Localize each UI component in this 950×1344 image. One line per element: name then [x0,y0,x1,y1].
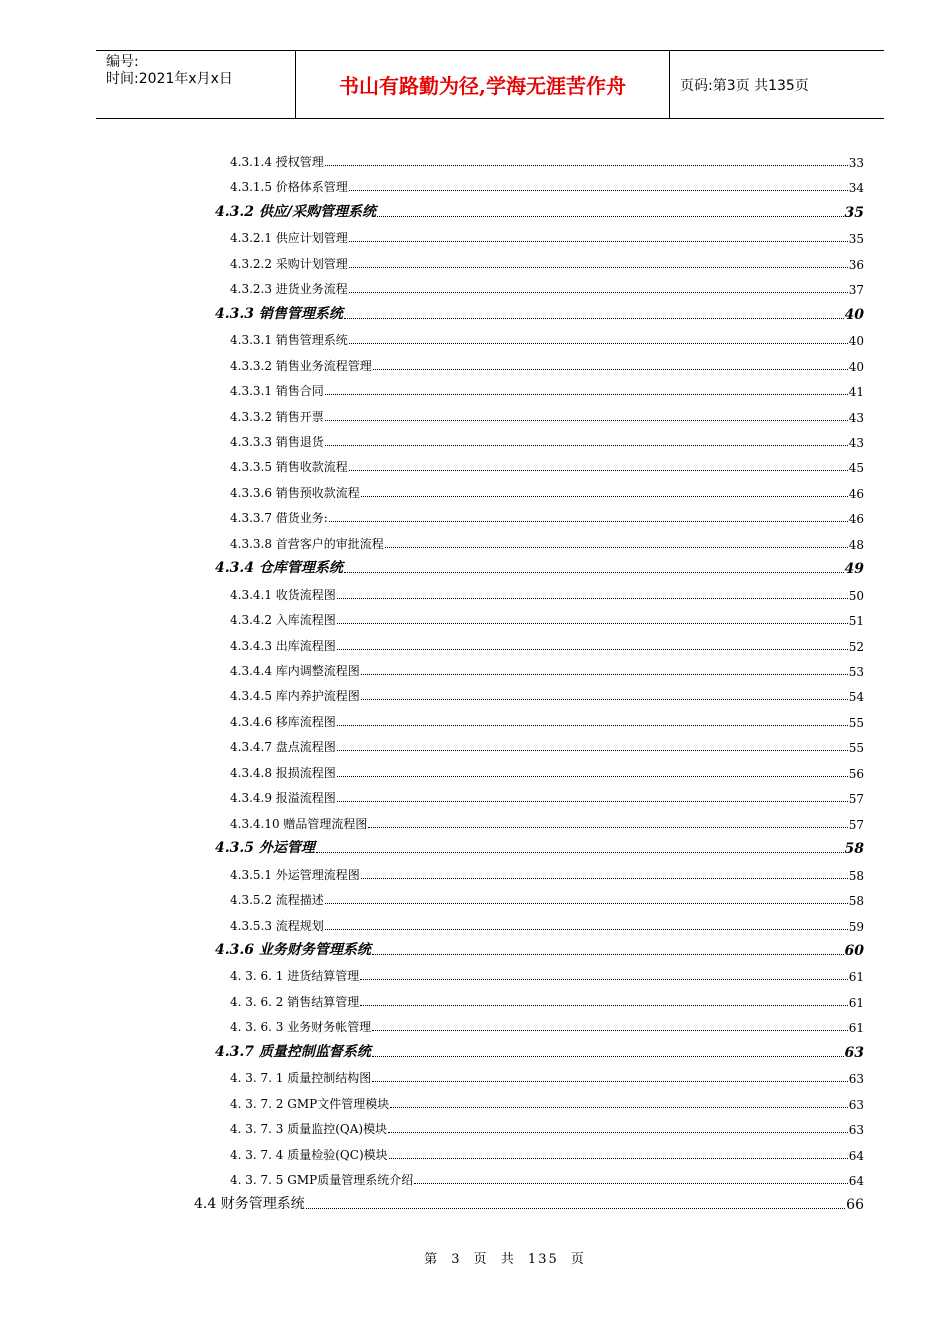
toc-entry-label: 4.3.4.8 报损流程图 [230,765,336,780]
toc-entry-label: 4.3.4.1 收货流程图 [230,587,336,602]
document-number-label: 编号: [106,54,139,70]
toc-dot-leader [385,547,848,548]
toc-dot-leader [368,827,847,828]
toc-dot-leader [325,165,848,166]
toc-dot-leader [360,979,847,980]
toc-entry[interactable] [230,710,864,730]
toc-entry[interactable] [230,328,864,348]
header-left-cell [96,51,296,118]
toc-entry[interactable] [230,964,864,984]
toc-entry-page: 64 [848,1174,864,1188]
toc-entry-label: 4.3.5.2 流程描述 [230,893,324,908]
toc-entry-page: 45 [848,461,864,476]
toc-entry-page: 64 [848,1148,864,1163]
toc-entry-page: 60 [844,942,864,959]
toc-entry[interactable] [230,608,864,628]
toc-entry-label: 4.3.5.3 流程规划 [230,918,324,933]
toc-entry-label: 4. 3. 7. 2 GMP文件管理模块 [230,1096,390,1111]
toc-entry-page: 57 [848,792,864,807]
toc-entry-page: 54 [848,690,864,705]
toc-dot-leader [325,420,848,421]
toc-entry[interactable] [230,684,864,704]
toc-dot-leader [337,776,848,777]
header-page-info: 页码:第3页 共135页 [680,77,809,94]
toc-dot-leader [349,241,848,242]
toc-entry-label: 4.3.3.6 销售预收款流程 [230,485,360,500]
toc-dot-leader [361,878,848,879]
toc-entry[interactable] [215,939,864,959]
toc-entry-page: 56 [848,766,864,781]
toc-entry-label: 4.3.4.6 移库流程图 [230,714,336,729]
toc-entry[interactable] [230,634,864,654]
toc-dot-leader [325,394,848,395]
toc-entry-label: 4.3.3.5 销售收款流程 [230,460,348,475]
toc-entry-page: 43 [848,435,864,450]
toc-entry-label: 4.3.5 外运管理 [215,840,315,857]
toc-entry[interactable] [230,405,864,425]
toc-entry[interactable] [230,583,864,603]
toc-dot-leader [337,623,848,624]
toc-entry[interactable] [230,1143,864,1163]
toc-dot-leader [349,190,848,191]
toc-dot-leader [372,1081,847,1082]
toc-entry-page: 51 [848,614,864,629]
toc-entry-page: 61 [848,1021,864,1036]
toc-entry-label: 4.3.1.5 价格体系管理 [230,180,348,195]
toc-entry-label: 4.3.3.3 销售退货 [230,434,324,449]
toc-entry-label: 4.3.3.7 借货业务: [230,511,328,526]
toc-dot-leader [337,649,848,650]
page-header [96,50,884,119]
toc-dot-leader [361,699,848,700]
toc-entry-label: 4. 3. 6. 3 业务财务帐管理 [230,1020,372,1035]
toc-entry-label: 4.3.2.1 供应计划管理 [230,231,348,246]
toc-entry[interactable] [230,226,864,246]
toc-entry[interactable] [230,863,864,883]
toc-entry-page: 46 [848,486,864,501]
toc-entry[interactable] [215,557,864,577]
toc-entry-page: 46 [848,512,864,527]
toc-dot-leader [349,343,848,344]
toc-entry-label: 4.3.4.2 入库流程图 [230,613,336,628]
toc-dot-leader [316,852,844,853]
toc-entry-page: 50 [848,588,864,603]
toc-entry[interactable] [230,354,864,374]
toc-entry-page: 36 [848,257,864,272]
toc-entry-label: 4.3.4.7 盘点流程图 [230,740,336,755]
toc-dot-leader [349,292,848,293]
toc-entry-label: 4. 3. 7. 4 质量检验(QC)模块 [230,1147,388,1162]
toc-entry[interactable] [215,837,864,857]
toc-dot-leader [337,750,848,751]
toc-entry[interactable] [230,735,864,755]
toc-entry[interactable] [230,506,864,526]
toc-entry-label: 4.3.2.3 进货业务流程 [230,282,348,297]
toc-entry[interactable] [230,914,864,934]
header-slogan-cell [296,51,670,118]
toc-entry-label: 4.3.4.9 报溢流程图 [230,791,336,806]
toc-entry[interactable] [230,990,864,1010]
toc-dot-leader [349,267,848,268]
toc-entry-label: 4.3.4 仓库管理系统 [215,560,343,577]
toc-entry[interactable] [230,888,864,908]
toc-dot-leader [388,1132,848,1133]
header-page-cell [670,51,884,118]
toc-entry-label: 4.3.1.4 授权管理 [230,155,324,169]
toc-entry-page: 35 [844,204,864,221]
toc-entry-label: 4.3.3.1 销售合同 [230,384,324,399]
toc-entry[interactable] [215,201,864,221]
toc-entry-label: 4.3.6 业务财务管理系统 [215,941,371,958]
toc-entry-label: 4.3.4.10 赠品管理流程图 [230,816,368,831]
toc-entry-page: 61 [848,970,864,985]
toc-entry[interactable] [230,252,864,272]
toc-dot-leader [360,1005,847,1006]
toc-dot-leader [329,521,848,522]
toc-entry-page: 37 [848,283,864,298]
toc-entry-page: 63 [848,1123,864,1138]
toc-entry-page: 66 [846,1197,864,1214]
toc-dot-leader [414,1183,848,1184]
toc-entry-label: 4. 3. 7. 1 质量控制结构图 [230,1071,372,1086]
toc-dot-leader [325,929,848,930]
toc-dot-leader [372,954,844,955]
toc-entry[interactable] [230,277,864,297]
toc-entry[interactable] [230,455,864,475]
toc-entry-label: 4.3.2.2 采购计划管理 [230,256,348,271]
toc-dot-leader [337,598,848,599]
toc-entry-page: 43 [848,410,864,425]
toc-entry[interactable] [230,481,864,501]
toc-entry-label: 4.3.7 质量控制监督系统 [215,1043,371,1060]
toc-entry-page: 49 [844,561,864,578]
toc-dot-leader [337,801,848,802]
toc-dot-leader [389,1158,848,1159]
toc-entry[interactable] [215,303,864,323]
toc-entry[interactable] [230,1066,864,1086]
toc-entry[interactable] [215,1041,864,1061]
toc-entry-label: 4. 3. 6. 2 销售结算管理 [230,994,360,1009]
toc-entry-page: 40 [848,334,864,349]
toc-entry[interactable] [230,1015,864,1035]
toc-entry-page: 63 [848,1097,864,1112]
toc-entry-page: 61 [848,995,864,1010]
toc-dot-leader [344,572,844,573]
toc-entry[interactable] [230,659,864,679]
toc-entry[interactable] [230,532,864,552]
toc-entry-label: 4.3.3.1 销售管理系统 [230,333,348,348]
page-footer [0,1248,950,1267]
toc-entry-label: 4. 3. 6. 1 进货结算管理 [230,969,360,984]
toc-entry-label: 4.3.4.3 出库流程图 [230,638,336,653]
toc-dot-leader [372,1056,844,1057]
toc-entry-page: 63 [844,1044,864,1061]
toc-entry-page: 55 [848,741,864,756]
toc-dot-leader [372,1030,847,1031]
toc-dot-leader [344,318,844,319]
footer-page-number: 第 3 页 共 135 页 [424,1252,586,1267]
toc-dot-leader [349,470,848,471]
toc-entry[interactable] [230,786,864,806]
toc-entry-label: 4. 3. 7. 3 质量监控(QA)模块 [230,1122,388,1137]
toc-entry[interactable] [230,175,864,195]
toc-entry-page: 58 [844,841,864,858]
toc-entry-page: 57 [848,817,864,832]
toc-dot-leader [361,496,848,497]
toc-entry-page: 34 [848,181,864,196]
toc-entry-label: 4.3.4.4 库内调整流程图 [230,664,360,678]
toc-entry[interactable] [230,761,864,781]
toc-entry[interactable] [230,1117,864,1137]
toc-dot-leader [361,674,848,675]
toc-entry-page: 52 [848,639,864,654]
toc-dot-leader [325,903,848,904]
toc-entry-page: 63 [848,1072,864,1087]
toc-entry-label: 4.3.3.8 首营客户的审批流程 [230,536,384,551]
toc-dot-leader [390,1107,848,1108]
document-time-label: 时间:2021年x月x日 [106,71,233,87]
toc-entry[interactable] [230,430,864,450]
toc-entry-page: 33 [848,156,864,170]
toc-entry-label: 4. 3. 7. 5 GMP质量管理系统介绍 [230,1173,414,1187]
toc-entry[interactable] [230,812,864,832]
toc-entry-page: 35 [848,232,864,247]
toc-entry[interactable] [230,1092,864,1112]
toc-dot-leader [306,1208,845,1209]
toc-entry-label: 4.3.5.1 外运管理流程图 [230,867,360,882]
toc-entry[interactable] [194,1193,864,1213]
toc-dot-leader [373,369,848,370]
toc-entry-label: 4.3.2 供应/采购管理系统 [215,203,376,220]
toc-entry[interactable] [230,1168,864,1188]
toc-entry-label: 4.3.3.2 销售业务流程管理 [230,358,372,373]
toc-entry-page: 53 [848,665,864,679]
toc-entry-page: 58 [848,868,864,883]
toc-dot-leader [325,445,848,446]
toc-entry-label: 4.4 财务管理系统 [194,1196,305,1213]
toc-entry-page: 55 [848,715,864,730]
toc-entry[interactable] [230,379,864,399]
header-slogan: 书山有路勤为径,学海无涯苦作舟 [339,74,626,98]
toc-entry[interactable] [230,150,864,170]
toc-entry-page: 48 [848,537,864,552]
toc-entry-page: 40 [848,359,864,374]
toc-dot-leader [377,216,844,217]
toc-entry-page: 40 [844,306,864,323]
toc-entry-label: 4.3.3.2 销售开票 [230,409,324,424]
toc-entry-page: 59 [848,919,864,934]
toc-entry-page: 58 [848,894,864,909]
toc-dot-leader [337,725,848,726]
toc-entry-page: 41 [848,385,864,400]
toc-entry-label: 4.3.4.5 库内养护流程图 [230,689,360,704]
toc-entry-label: 4.3.3 销售管理系统 [215,305,343,322]
